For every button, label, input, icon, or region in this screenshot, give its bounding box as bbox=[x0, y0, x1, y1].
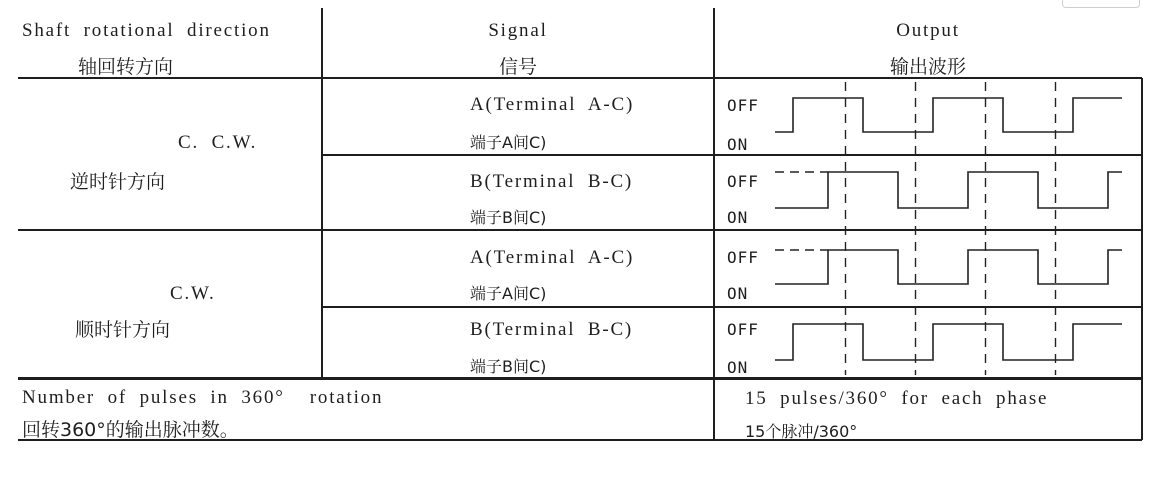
pulses-value-zh: 15个脉冲/360° bbox=[745, 422, 858, 441]
header-output-en: Output bbox=[896, 20, 960, 41]
signal-label-en: A(Terminal A-C) bbox=[470, 94, 635, 115]
header-output-zh: 输出波形 bbox=[889, 56, 966, 78]
signal-label-zh: 端子B间C) bbox=[470, 357, 547, 376]
header-direction-en: Shaft rotational direction bbox=[22, 20, 271, 41]
header-signal-en: Signal bbox=[488, 20, 548, 41]
output-waveform-3 bbox=[775, 250, 1122, 284]
signal-label-en: B(Terminal B-C) bbox=[470, 319, 634, 340]
direction-label-zh: 逆时针方向 bbox=[70, 171, 166, 193]
signal-label-zh: 端子A间C) bbox=[470, 133, 547, 152]
off-level-label: OFF bbox=[727, 172, 759, 191]
output-waveform-1 bbox=[775, 98, 1122, 132]
output-waveform-2 bbox=[775, 172, 1122, 208]
off-level-label: OFF bbox=[727, 248, 759, 267]
on-level-label: ON bbox=[727, 208, 749, 227]
direction-label-en: C.W. bbox=[170, 283, 216, 304]
header-direction-zh: 轴回转方向 bbox=[78, 56, 174, 78]
partial-button-frame bbox=[1062, 0, 1140, 8]
output-waveform-canvas bbox=[714, 78, 1142, 378]
signal-label-zh: 端子A间C) bbox=[470, 284, 547, 303]
on-level-label: ON bbox=[727, 135, 749, 154]
signal-label-en: B(Terminal B-C) bbox=[470, 171, 634, 192]
output-waveform-4 bbox=[775, 324, 1122, 360]
off-level-label: OFF bbox=[727, 96, 759, 115]
on-level-label: ON bbox=[727, 284, 749, 303]
off-level-label: OFF bbox=[727, 320, 759, 339]
direction-label-en: C. C.W. bbox=[178, 132, 258, 153]
signal-label-zh: 端子B间C) bbox=[470, 208, 547, 227]
pulses-value-en: 15 pulses/360° for each phase bbox=[745, 388, 1049, 409]
pulses-label-zh: 回转360°的输出脉冲数。 bbox=[22, 419, 239, 441]
signal-label-en: A(Terminal A-C) bbox=[470, 247, 635, 268]
direction-label-zh: 顺时针方向 bbox=[75, 319, 171, 341]
header-signal-zh: 信号 bbox=[498, 56, 537, 78]
pulses-label-en: Number of pulses in 360° rotation bbox=[22, 387, 384, 408]
on-level-label: ON bbox=[727, 358, 749, 377]
